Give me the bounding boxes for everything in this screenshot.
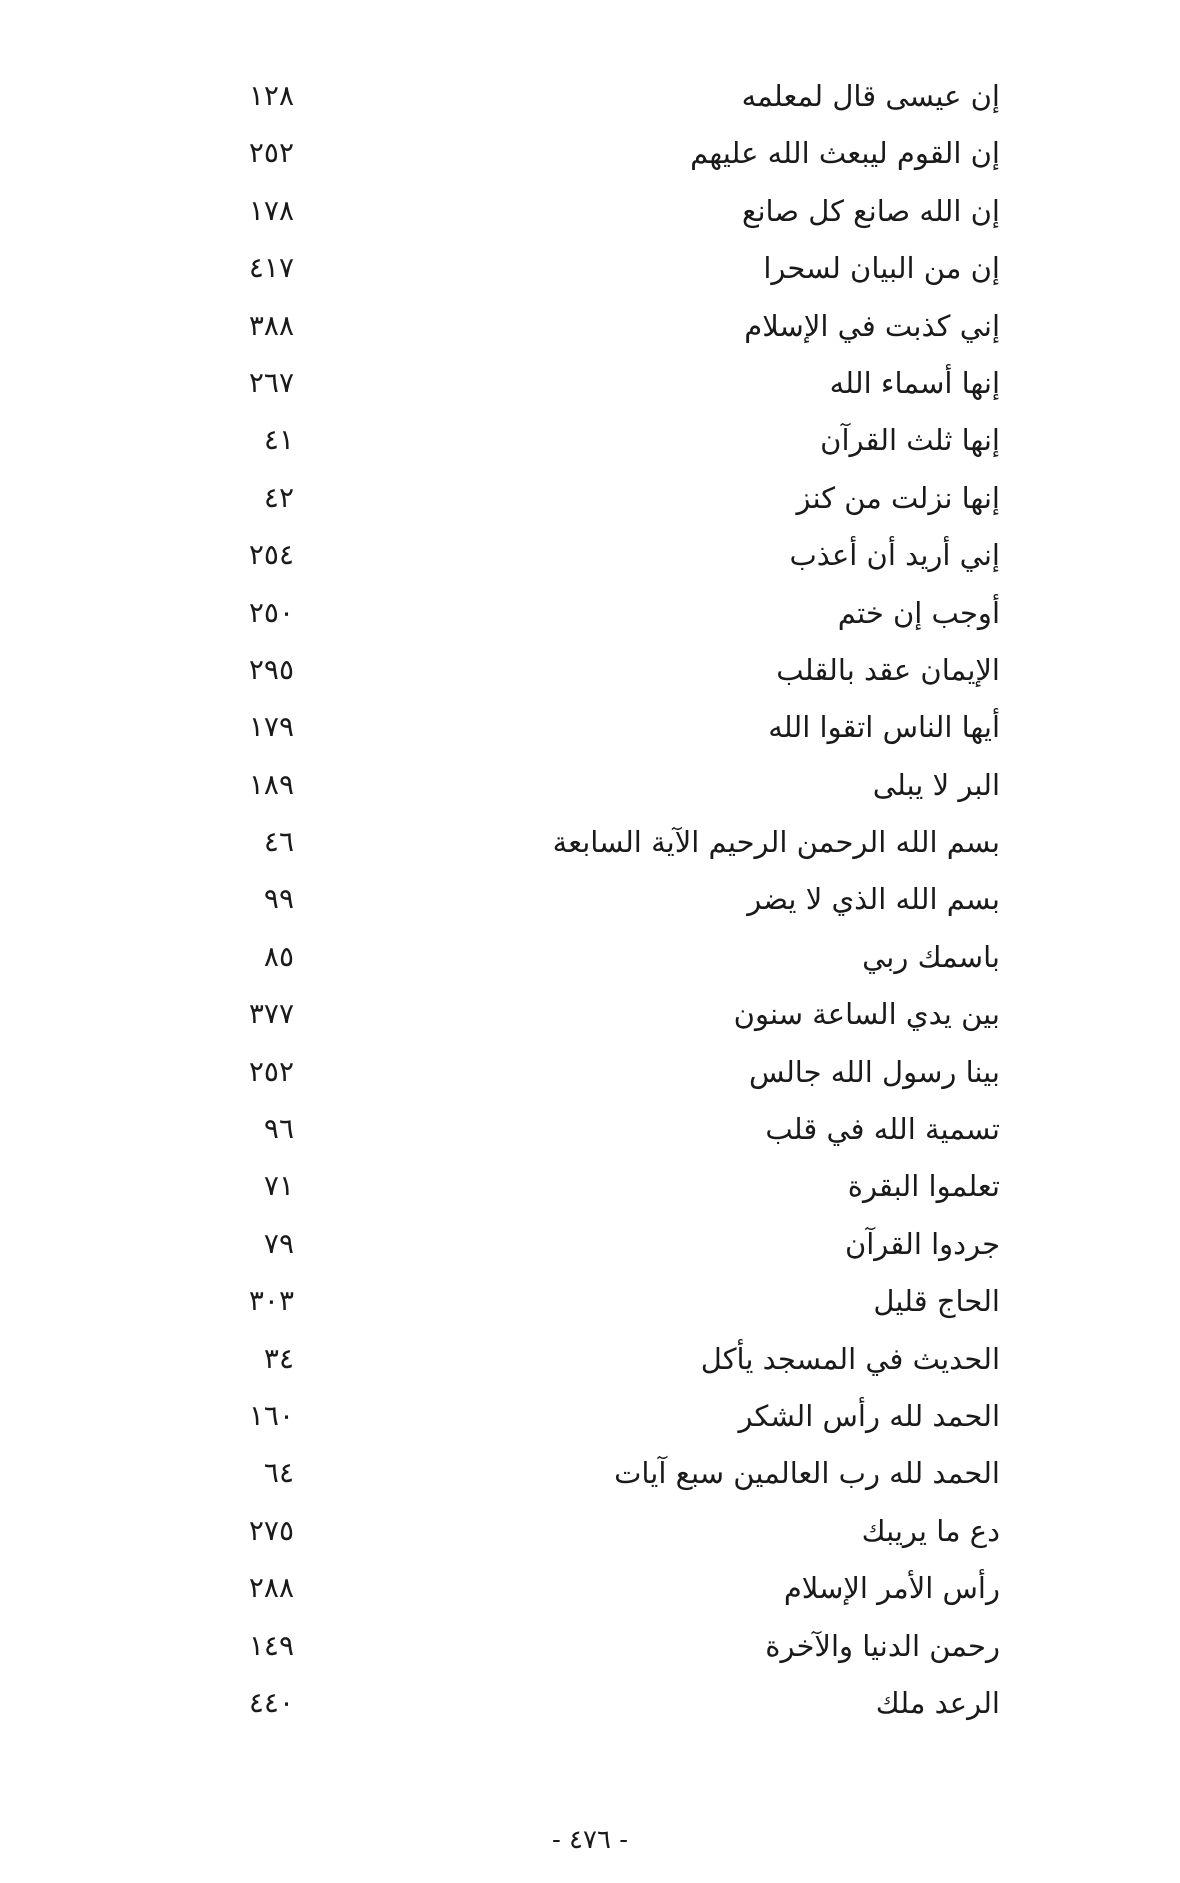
entry-page-number: ٣٠٣ bbox=[248, 1284, 294, 1318]
entry-title: الحديث في المسجد يأكل bbox=[700, 1341, 1000, 1376]
entry-title: إن من البيان لسحرا bbox=[763, 251, 1000, 286]
index-entry bbox=[200, 929, 1000, 986]
index-entry bbox=[200, 1445, 1000, 1502]
entry-title: أيها الناس اتقوا الله bbox=[768, 710, 1000, 745]
index-entry bbox=[200, 871, 1000, 928]
entry-page-number: ٧٩ bbox=[263, 1226, 294, 1260]
entry-title: البر لا يبلى bbox=[872, 767, 1000, 802]
entry-title: باسمك ربي bbox=[862, 939, 1000, 974]
entry-page-number: ٢٥٢ bbox=[248, 1054, 294, 1088]
index-entry bbox=[200, 585, 1000, 642]
entry-title: إني كذبت في الإسلام bbox=[744, 308, 1000, 343]
index-entry bbox=[200, 125, 1000, 182]
entry-title: إني أريد أن أعذب bbox=[789, 538, 1000, 573]
entry-title: الحمد لله رأس الشكر bbox=[738, 1398, 1000, 1433]
entry-page-number: ٤١٧ bbox=[248, 251, 294, 285]
entry-title: إنها ثلث القرآن bbox=[820, 423, 1000, 458]
entry-page-number: ٢٨٨ bbox=[248, 1571, 294, 1605]
entry-page-number: ٦٤ bbox=[263, 1456, 294, 1490]
entry-title: الرعد ملك bbox=[875, 1685, 1000, 1720]
entry-title: بسم الله الرحمن الرحيم الآية السابعة bbox=[552, 825, 1000, 860]
index-entry bbox=[200, 642, 1000, 699]
entry-page-number: ٩٦ bbox=[263, 1112, 294, 1146]
entry-page-number: ٨٥ bbox=[263, 939, 294, 973]
entry-page-number: ٩٩ bbox=[263, 882, 294, 916]
entry-title: تسمية الله في قلب bbox=[765, 1112, 1000, 1147]
page-number: - ٤٧٦ - bbox=[551, 1825, 629, 1855]
entry-page-number: ٢٦٧ bbox=[248, 365, 294, 399]
entry-title: دع ما يريبك bbox=[861, 1513, 1000, 1548]
entry-page-number: ١٦٠ bbox=[248, 1398, 294, 1432]
entry-title: أوجب إن ختم bbox=[837, 595, 1000, 630]
entry-page-number: ١٧٩ bbox=[248, 710, 294, 744]
index-entry bbox=[200, 470, 1000, 527]
entry-page-number: ٢٩٥ bbox=[248, 652, 294, 686]
index-entry bbox=[200, 757, 1000, 814]
entry-page-number: ٤٤٠ bbox=[248, 1685, 294, 1719]
entry-title: رحمن الدنيا والآخرة bbox=[765, 1628, 1000, 1663]
entry-page-number: ٢٧٥ bbox=[248, 1513, 294, 1547]
entry-page-number: ٤٢ bbox=[263, 480, 294, 514]
entry-title: إن الله صانع كل صانع bbox=[742, 193, 1000, 228]
index-entry bbox=[200, 183, 1000, 240]
entry-page-number: ٢٥٤ bbox=[248, 538, 294, 572]
index-entry bbox=[200, 814, 1000, 871]
entry-page-number: ٣٨٨ bbox=[248, 308, 294, 342]
index-entry bbox=[200, 1158, 1000, 1215]
index-entry bbox=[200, 1560, 1000, 1617]
index-entry bbox=[200, 1216, 1000, 1273]
index-entry bbox=[200, 68, 1000, 125]
entry-title: بينا رسول الله جالس bbox=[748, 1054, 1000, 1089]
index-entry bbox=[200, 412, 1000, 469]
entry-title: الإيمان عقد بالقلب bbox=[776, 652, 1000, 687]
entry-page-number: ١٤٩ bbox=[248, 1628, 294, 1662]
entry-page-number: ٢٥٢ bbox=[248, 136, 294, 170]
entry-page-number: ٧١ bbox=[263, 1169, 294, 1203]
index-entry bbox=[200, 1273, 1000, 1330]
entry-page-number: ١٢٨ bbox=[248, 79, 294, 112]
entry-page-number: ١٨٩ bbox=[248, 767, 294, 801]
entry-title: الحاج قليل bbox=[873, 1284, 1000, 1319]
index-entry bbox=[200, 986, 1000, 1043]
entry-page-number: ٣٧٧ bbox=[248, 997, 294, 1031]
index-entry bbox=[200, 1675, 1000, 1732]
entry-title: إن عيسى قال لمعلمه bbox=[741, 79, 1000, 113]
entry-title: تعلموا البقرة bbox=[847, 1169, 1000, 1204]
index-entry bbox=[200, 1388, 1000, 1445]
index-entry bbox=[200, 1044, 1000, 1101]
index-entry bbox=[200, 699, 1000, 756]
entry-title: جردوا القرآن bbox=[844, 1226, 1000, 1261]
index-entry bbox=[200, 1101, 1000, 1158]
entry-page-number: ١٧٨ bbox=[248, 193, 294, 227]
entry-page-number: ٢٥٠ bbox=[248, 595, 294, 629]
entry-page-number: ٤١ bbox=[263, 423, 294, 457]
index-entry bbox=[200, 1618, 1000, 1675]
entry-title: إنها نزلت من كنز bbox=[796, 480, 1000, 515]
index-entry bbox=[200, 355, 1000, 412]
entry-page-number: ٣٤ bbox=[263, 1341, 294, 1375]
hadith-index-list bbox=[200, 68, 1000, 1732]
index-entry bbox=[200, 527, 1000, 584]
entry-title: بسم الله الذي لا يضر bbox=[747, 882, 1000, 917]
entry-title: بين يدي الساعة سنون bbox=[733, 997, 1000, 1032]
entry-title: الحمد لله رب العالمين سبع آيات bbox=[614, 1456, 1000, 1491]
index-entry bbox=[200, 298, 1000, 355]
entry-title: رأس الأمر الإسلام bbox=[783, 1571, 1000, 1606]
entry-page-number: ٤٦ bbox=[263, 825, 294, 859]
index-entry bbox=[200, 1331, 1000, 1388]
index-entry bbox=[200, 1503, 1000, 1560]
entry-title: إنها أسماء الله bbox=[829, 365, 1000, 400]
index-entry bbox=[200, 240, 1000, 297]
entry-title: إن القوم ليبعث الله عليهم bbox=[690, 136, 1000, 171]
